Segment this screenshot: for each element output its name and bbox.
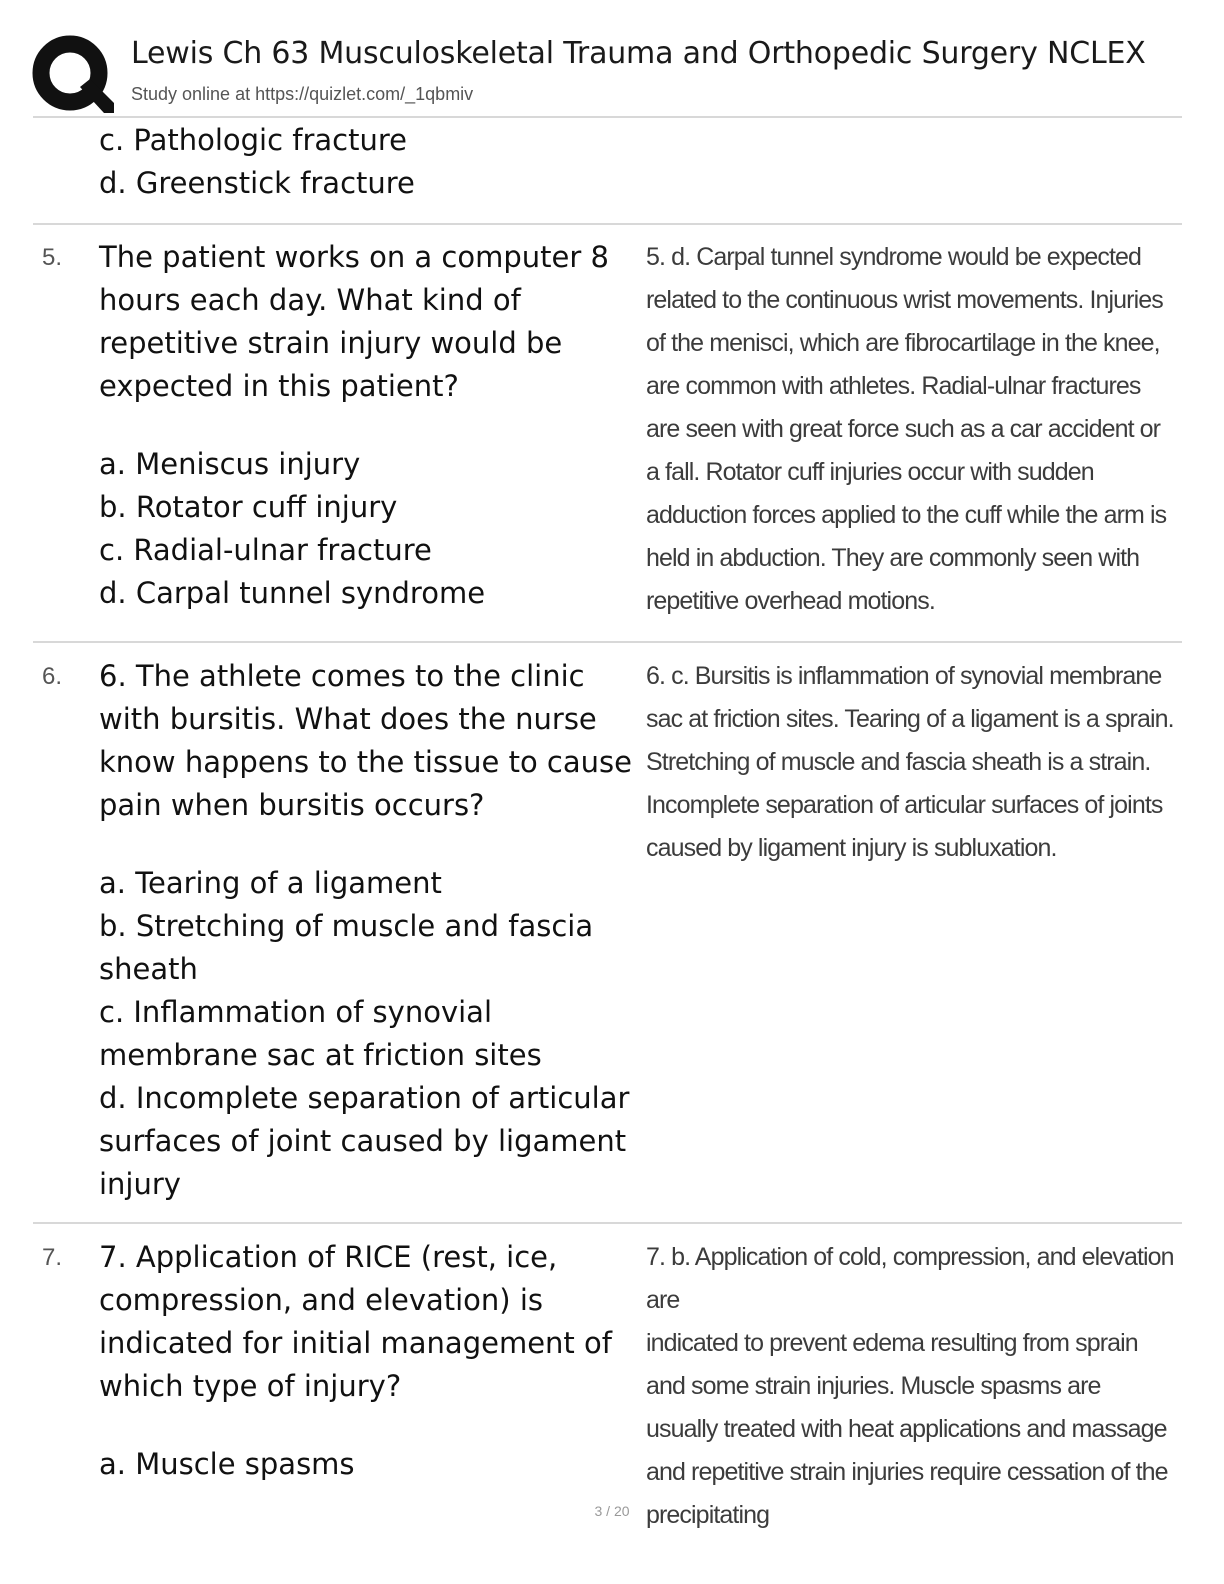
card-number: 5. <box>42 244 63 271</box>
divider <box>33 116 1182 118</box>
question-text: 7. Application of RICE (rest, ice, compression, and elevation) is indicated for initial management of which type of injury? <box>99 1240 612 1403</box>
question-text: 6. The athlete comes to the clinic with bursitis. What does the nurse know happens to the tissue to cause pain when bursitis occurs? <box>99 659 632 822</box>
card-number: 7. <box>42 1244 63 1271</box>
carryover-options <box>99 119 644 205</box>
option-b: b. Stretching of muscle and fascia sheath <box>99 909 594 986</box>
card-number: 6. <box>42 663 63 690</box>
question-6 <box>99 655 644 1206</box>
answer-6: 6. c. Bursitis is inflammation of synovial membrane sac at friction sites. Tearing of a ligament is a sprain. Stretching of muscle and fascia sheath is a strain. Incomplete separation of articular surfaces of joints caused by ligament injury is subluxation. <box>646 662 1174 862</box>
option-c: c. Inflammation of synovial membrane sac at friction sites <box>99 995 542 1072</box>
question-text: The patient works on a computer 8 hours each day. What kind of repetitive strain injury would be expected in this patient? <box>99 240 609 403</box>
quizlet-q-logo-icon <box>30 33 114 117</box>
study-online-link[interactable]: Study online at https://quizlet.com/_1qbmiv <box>131 84 474 104</box>
page-header <box>0 0 1224 118</box>
question-5 <box>99 236 644 615</box>
answer-options <box>99 1443 644 1486</box>
divider <box>33 223 1182 225</box>
option-a: a. Muscle spasms <box>99 1447 355 1481</box>
answer-options <box>99 862 644 1206</box>
page-number: 3 / 20 <box>594 1503 630 1519</box>
option-a: a. Tearing of a ligament <box>99 866 442 900</box>
answer-line: indicated to prevent edema resulting from sprain and some strain injuries. Muscle spasms are usually treated with heat applications and massage and repetitive strain injuries require cessation of the precipitating <box>646 1329 1168 1529</box>
option-c: c. Pathologic fracture <box>99 123 407 157</box>
option-d: d. Carpal tunnel syndrome <box>99 576 486 610</box>
answer-5: 5. d. Carpal tunnel syndrome would be expected related to the continuous wrist movements. Injuries of the menisci, which are fibrocartilage in the knee, are common with athletes. Radial-ulnar fractures are seen with great force such as a car accident or a fall. Rotator cuff injuries occur with sudden adduction forces applied to the cuff while the arm is held in abduction. They are commonly seen with repetitive overhead motions. <box>646 243 1167 615</box>
document-title: Lewis Ch 63 Musculoskeletal Trauma and Orthopedic Surgery NCLEX <box>131 36 1146 71</box>
option-c: c. Radial-ulnar fracture <box>99 533 432 567</box>
divider <box>33 641 1182 643</box>
answer-options <box>99 443 644 615</box>
answer-line: 7. b. Application of cold, compression, and elevation are <box>646 1243 1174 1314</box>
question-7 <box>99 1236 644 1486</box>
option-d: d. Greenstick fracture <box>99 166 415 200</box>
option-d: d. Incomplete separation of articular surfaces of joint caused by ligament injury <box>99 1081 630 1201</box>
divider <box>33 1222 1182 1224</box>
option-b: b. Rotator cuff injury <box>99 490 398 524</box>
answer-7 <box>646 1236 1176 1537</box>
option-a: a. Meniscus injury <box>99 447 361 481</box>
